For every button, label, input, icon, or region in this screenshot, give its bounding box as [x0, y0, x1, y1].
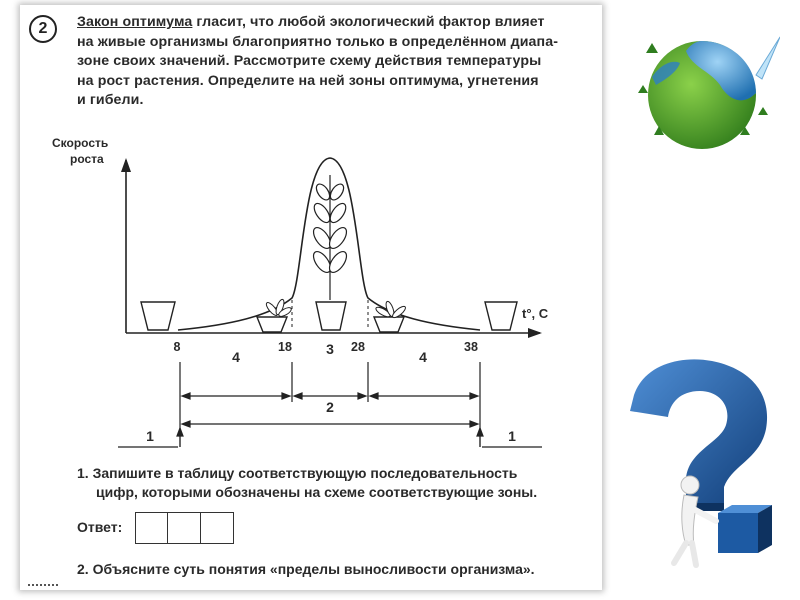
death-zone-brackets	[118, 428, 542, 447]
page-edge-dash	[28, 584, 58, 586]
healthy-plant-icon	[310, 175, 350, 300]
tick-label: 18	[278, 340, 292, 354]
empty-pot-icon	[485, 302, 517, 330]
answer-label: Ответ:	[77, 519, 123, 535]
question-1-line: цифр, которыми обозначены на схеме соответствующие зоны.	[96, 484, 538, 500]
zone-label-tolerance: 2	[326, 399, 334, 415]
answer-table	[136, 512, 234, 544]
tick-label: 28	[351, 340, 365, 354]
zone-label-stress-right: 4	[419, 349, 427, 365]
x-axis-arrow	[528, 328, 542, 338]
earth-globe-icon	[630, 15, 780, 155]
intro-line: и гибели.	[77, 92, 144, 108]
question-1	[77, 464, 592, 502]
zone-label-stress-left: 4	[232, 349, 240, 365]
task-number-badge: 2	[29, 15, 57, 43]
question-2: 2. Объясните суть понятия «пределы выносливости организма».	[77, 561, 535, 577]
intro-line: гласит, что любой экологический фактор влияет	[192, 14, 545, 30]
y-axis-label: Скорость	[52, 136, 109, 150]
tick-label: 38	[464, 340, 478, 354]
tick-label: 8	[173, 340, 181, 354]
zone-label-death-left: 1	[146, 428, 154, 444]
temperature-growth-diagram	[50, 130, 570, 455]
intro-term: Закон оптимума	[77, 14, 193, 30]
question-1-line: 1. Запишите в таблицу соответствующую последовательность	[77, 465, 518, 481]
zone-label-death-right: 1	[508, 428, 516, 444]
y-axis-arrow	[121, 158, 131, 172]
weak-plant-pot-icon	[257, 317, 287, 332]
empty-pot-icon	[141, 302, 175, 330]
weak-plant-pot-icon	[374, 317, 404, 332]
intro-line: на рост растения. Определите на ней зоны оптимума, угнетения	[77, 72, 539, 89]
answer-cell[interactable]	[167, 512, 201, 544]
answer-cell[interactable]	[135, 512, 169, 544]
intro-line: зоне своих значений. Рассмотрите схему действия температуры	[77, 53, 542, 69]
answer-cell[interactable]	[200, 512, 234, 544]
intro-line: на живые организмы благоприятно только в определённом диапа-	[77, 33, 559, 50]
optimum-pot-icon	[316, 302, 346, 330]
question-mark-figure-icon	[620, 355, 790, 575]
zone-label-optimum: 3	[326, 341, 334, 357]
y-axis-label: роста	[70, 152, 104, 166]
x-axis-label: t°, C	[522, 306, 549, 321]
task-intro-text	[77, 13, 592, 111]
